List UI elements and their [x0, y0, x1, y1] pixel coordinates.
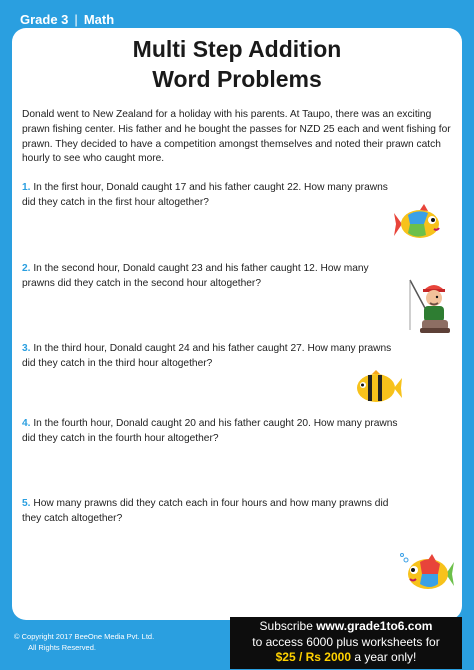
- promo-price: $25 / Rs 2000: [275, 650, 352, 664]
- promo-subscribe: Subscribe: [259, 619, 317, 633]
- question-2: [22, 262, 402, 292]
- intro-paragraph: Donald went to New Zealand for a holiday with his parents. At Taupo, there was an exciting prawn fishing center. His father and he bought the passes for NZD 25 each and went fishing for prawn. They decided to have a competition amongst themselves and noted their prawn catch hourly to see who caught more.: [22, 109, 451, 165]
- rainbow-fish-2-icon: [400, 552, 454, 596]
- grade-separator: |: [74, 11, 78, 27]
- question-text: In the first hour, Donald caught 17 and his father caught 22. How many prawns did they catch in the first hour altogether?: [22, 182, 388, 208]
- question-text: In the second hour, Donald caught 23 and his father caught 12. How many prawns did they catch in the second hour altogether?: [22, 263, 369, 289]
- subscribe-banner[interactable]: [230, 617, 462, 669]
- page-title-line1: Multi Step Addition: [132, 36, 342, 62]
- subject-label: Math: [83, 11, 115, 27]
- question-3: [22, 342, 402, 372]
- fisherman-icon: [406, 276, 454, 336]
- question-number: 2.: [22, 263, 31, 274]
- yellow-fish-icon: [354, 370, 402, 406]
- promo-line2: to access 6000 plus worksheets for: [252, 634, 440, 649]
- question-5: [22, 497, 402, 527]
- page-title-line2: Word Problems: [152, 66, 322, 92]
- copyright-line2: All Rights Reserved.: [28, 643, 96, 652]
- question-number: 1.: [22, 182, 31, 193]
- promo-line1: [230, 619, 462, 635]
- promo-line3: [230, 650, 462, 666]
- worksheet-sheet: [12, 28, 462, 620]
- rainbow-fish-icon: [394, 203, 448, 245]
- page-title: [12, 34, 462, 94]
- question-number: 5.: [22, 498, 31, 509]
- question-number: 4.: [22, 418, 31, 429]
- question-text: In the fourth hour, Donald caught 20 and his father caught 20. How many prawns did they catch in the fourth hour altogether?: [22, 418, 398, 444]
- grade-label: Grade 3: [20, 11, 69, 27]
- copyright-line1: © Copyright 2017 BeeOne Media Pvt. Ltd.: [14, 632, 155, 641]
- question-4: [22, 417, 402, 447]
- question-text: In the third hour, Donald caught 24 and his father caught 27. How many prawns did they catch in the third hour altogether?: [22, 343, 392, 369]
- promo-url-link[interactable]: www.grade1to6.com: [316, 619, 433, 633]
- question-number: 3.: [22, 343, 31, 354]
- question-text: How many prawns did they catch each in four hours and how many prawns did they catch altogether?: [22, 498, 389, 524]
- question-1: [22, 181, 402, 211]
- copyright: [14, 631, 154, 653]
- promo-suffix: a year only!: [351, 650, 417, 664]
